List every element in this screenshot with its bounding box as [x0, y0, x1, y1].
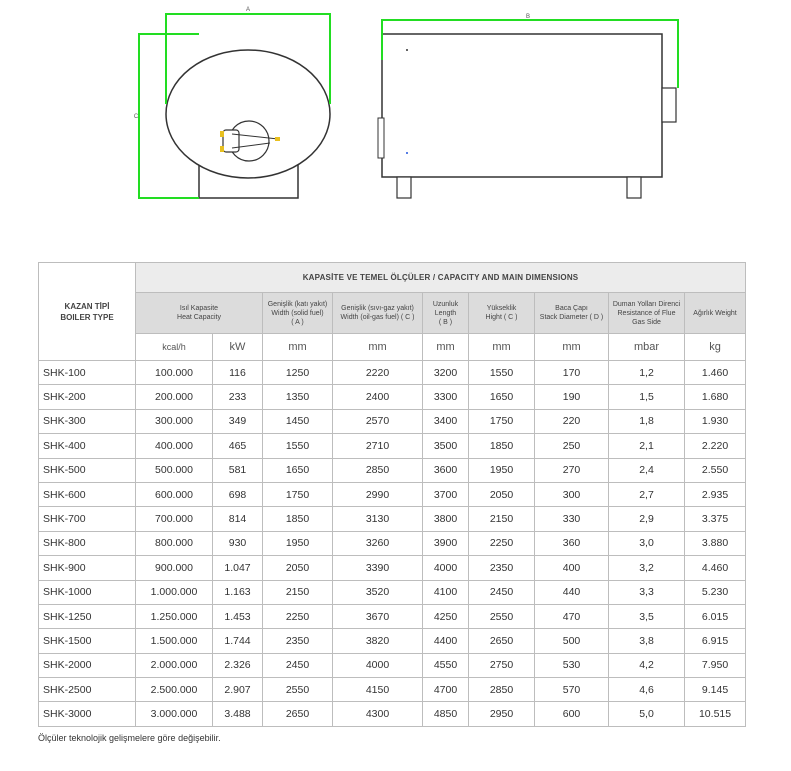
value-cell: 470 [535, 604, 609, 628]
label-c: C [133, 114, 139, 120]
column-header-line: Genişlik (katı yakıt) [267, 300, 328, 308]
column-header-line: Gas Side [632, 318, 661, 326]
column-header-line: Ağırlık Weight [693, 309, 737, 317]
column-header-6 [609, 293, 685, 334]
unit-cell: mm [423, 334, 469, 361]
value-cell: 4300 [333, 702, 423, 726]
value-cell: 116 [213, 361, 263, 385]
value-cell: 7.950 [685, 653, 746, 677]
value-cell: 3,8 [609, 629, 685, 653]
value-cell: 2,7 [609, 482, 685, 506]
column-header-line: ( A ) [291, 318, 304, 326]
value-cell: 700.000 [136, 507, 213, 531]
value-cell: 1,5 [609, 385, 685, 409]
value-cell: 6.015 [685, 604, 746, 628]
front-view [134, 7, 330, 198]
value-cell: 1,8 [609, 409, 685, 433]
value-cell: 2350 [263, 629, 333, 653]
value-cell: 233 [213, 385, 263, 409]
column-header-line: Isıl Kapasite [179, 305, 219, 312]
table-head [39, 263, 746, 361]
value-cell: 400 [535, 556, 609, 580]
value-cell: 5.230 [685, 580, 746, 604]
value-cell: 10.515 [685, 702, 746, 726]
boiler-type-cell: SHK-800 [39, 531, 136, 555]
value-cell: 1350 [263, 385, 333, 409]
burner-tip-1 [220, 131, 224, 137]
value-cell: 3.375 [685, 507, 746, 531]
value-cell: 2990 [333, 482, 423, 506]
value-cell: 9.145 [685, 678, 746, 702]
value-cell: 2,9 [609, 507, 685, 531]
value-cell: 4000 [333, 653, 423, 677]
boiler-type-cell: SHK-2000 [39, 653, 136, 677]
table-row [39, 409, 746, 433]
value-cell: 3800 [423, 507, 469, 531]
value-cell: 3,2 [609, 556, 685, 580]
unit-row [39, 334, 746, 361]
value-cell: 3,3 [609, 580, 685, 604]
value-cell: 2250 [263, 604, 333, 628]
column-header-row [39, 293, 746, 334]
column-header-7 [685, 293, 746, 334]
value-cell: 2450 [469, 580, 535, 604]
value-cell: 2550 [469, 604, 535, 628]
value-cell: 500.000 [136, 458, 213, 482]
table-row [39, 361, 746, 385]
table-row [39, 702, 746, 726]
value-cell: 4550 [423, 653, 469, 677]
label-a: A [245, 7, 251, 13]
column-header-line: Width (oil-gas fuel) ( C ) [340, 314, 415, 321]
side-leg-front [397, 177, 411, 198]
value-cell: 3820 [333, 629, 423, 653]
column-header-line: Length [434, 309, 457, 317]
value-cell: 2950 [469, 702, 535, 726]
type-header-en: BOILER TYPE [60, 312, 114, 322]
burner-mount [223, 130, 239, 152]
column-header-line: Hight ( C ) [485, 314, 518, 321]
value-cell: 1.500.000 [136, 629, 213, 653]
value-cell: 5,0 [609, 702, 685, 726]
value-cell: 570 [535, 678, 609, 702]
value-cell: 2550 [263, 678, 333, 702]
unit-cell: mbar [609, 334, 685, 361]
unit-cell: mm [333, 334, 423, 361]
value-cell: 2,4 [609, 458, 685, 482]
value-cell: 3400 [423, 409, 469, 433]
column-header-line: Duman Yolları Direnci [612, 300, 681, 308]
boiler-type-cell: SHK-900 [39, 556, 136, 580]
value-cell: 581 [213, 458, 263, 482]
table-row [39, 556, 746, 580]
value-cell: 900.000 [136, 556, 213, 580]
value-cell: 1.930 [685, 409, 746, 433]
value-cell: 1550 [263, 434, 333, 458]
boiler-type-cell: SHK-700 [39, 507, 136, 531]
side-front-door [378, 118, 384, 158]
value-cell: 4.460 [685, 556, 746, 580]
value-cell: 3520 [333, 580, 423, 604]
side-boiler-body [382, 34, 662, 177]
value-cell: 3390 [333, 556, 423, 580]
footnote: Ölçüler teknolojik gelişmelere göre değişebilir. [38, 733, 221, 743]
boiler-drawings [0, 0, 791, 250]
table-row [39, 434, 746, 458]
value-cell: 1950 [469, 458, 535, 482]
value-cell: 2650 [469, 629, 535, 653]
value-cell: 2.550 [685, 458, 746, 482]
unit-cell: mm [469, 334, 535, 361]
value-cell: 2.000.000 [136, 653, 213, 677]
value-cell: 2250 [469, 531, 535, 555]
table-row [39, 653, 746, 677]
value-cell: 4,2 [609, 653, 685, 677]
value-cell: 1650 [469, 385, 535, 409]
value-cell: 4850 [423, 702, 469, 726]
value-cell: 300.000 [136, 409, 213, 433]
boiler-type-cell: SHK-1250 [39, 604, 136, 628]
value-cell: 220 [535, 409, 609, 433]
value-cell: 100.000 [136, 361, 213, 385]
value-cell: 1.047 [213, 556, 263, 580]
value-cell: 698 [213, 482, 263, 506]
table-row [39, 531, 746, 555]
burner-tip-2 [220, 146, 224, 152]
value-cell: 1.000.000 [136, 580, 213, 604]
value-cell: 3600 [423, 458, 469, 482]
boiler-type-cell: SHK-1000 [39, 580, 136, 604]
table-row [39, 458, 746, 482]
boiler-type-cell: SHK-3000 [39, 702, 136, 726]
value-cell: 3300 [423, 385, 469, 409]
value-cell: 1750 [469, 409, 535, 433]
value-cell: 2570 [333, 409, 423, 433]
side-leg-back [627, 177, 641, 198]
value-cell: 3700 [423, 482, 469, 506]
side-flue-outlet [662, 88, 676, 122]
value-cell: 330 [535, 507, 609, 531]
boiler-type-header [39, 263, 136, 361]
value-cell: 2150 [469, 507, 535, 531]
value-cell: 2350 [469, 556, 535, 580]
column-header-line: ( B ) [438, 318, 453, 326]
value-cell: 2450 [263, 653, 333, 677]
value-cell: 465 [213, 434, 263, 458]
value-cell: 1850 [469, 434, 535, 458]
column-header-line: Uzunluk [432, 300, 459, 308]
value-cell: 1.744 [213, 629, 263, 653]
value-cell: 3.880 [685, 531, 746, 555]
value-cell: 3500 [423, 434, 469, 458]
value-cell: 500 [535, 629, 609, 653]
value-cell: 1750 [263, 482, 333, 506]
value-cell: 1950 [263, 531, 333, 555]
value-cell: 3,5 [609, 604, 685, 628]
table-row [39, 604, 746, 628]
value-cell: 270 [535, 458, 609, 482]
value-cell: 1850 [263, 507, 333, 531]
value-cell: 4400 [423, 629, 469, 653]
value-cell: 3.488 [213, 702, 263, 726]
value-cell: 200.000 [136, 385, 213, 409]
group-header: KAPASİTE VE TEMEL ÖLÇÜLER / CAPACITY AND MAIN DIMENSIONS [136, 263, 746, 293]
boiler-type-cell: SHK-400 [39, 434, 136, 458]
value-cell: 250 [535, 434, 609, 458]
value-cell: 3260 [333, 531, 423, 555]
table-row [39, 629, 746, 653]
value-cell: 4100 [423, 580, 469, 604]
value-cell: 3200 [423, 361, 469, 385]
value-cell: 600.000 [136, 482, 213, 506]
table-row [39, 580, 746, 604]
value-cell: 2710 [333, 434, 423, 458]
value-cell: 530 [535, 653, 609, 677]
column-header-line: Yükseklik [486, 305, 517, 312]
value-cell: 2750 [469, 653, 535, 677]
value-cell: 190 [535, 385, 609, 409]
table-row [39, 678, 746, 702]
type-header-tr: KAZAN TİPİ [64, 301, 110, 311]
value-cell: 600 [535, 702, 609, 726]
value-cell: 4000 [423, 556, 469, 580]
value-cell: 3.000.000 [136, 702, 213, 726]
column-header-line: Resistance of Flue [617, 309, 676, 317]
column-header-3 [423, 293, 469, 334]
reference-dot-1 [406, 49, 408, 51]
reference-dot-2 [406, 152, 408, 154]
table-row [39, 385, 746, 409]
value-cell: 1,2 [609, 361, 685, 385]
value-cell: 400.000 [136, 434, 213, 458]
value-cell: 4250 [423, 604, 469, 628]
value-cell: 440 [535, 580, 609, 604]
value-cell: 930 [213, 531, 263, 555]
value-cell: 2.220 [685, 434, 746, 458]
table-body [39, 361, 746, 727]
value-cell: 360 [535, 531, 609, 555]
value-cell: 2220 [333, 361, 423, 385]
value-cell: 814 [213, 507, 263, 531]
column-header-4 [469, 293, 535, 334]
column-header-1 [263, 293, 333, 334]
unit-cell: kW [213, 334, 263, 361]
value-cell: 1.250.000 [136, 604, 213, 628]
value-cell: 2050 [469, 482, 535, 506]
boiler-type-cell: SHK-500 [39, 458, 136, 482]
value-cell: 2,1 [609, 434, 685, 458]
value-cell: 1.460 [685, 361, 746, 385]
column-header-line: Stack Diameter ( D ) [539, 314, 604, 321]
column-header-line: Heat Capacity [177, 314, 221, 321]
value-cell: 2650 [263, 702, 333, 726]
value-cell: 2850 [469, 678, 535, 702]
value-cell: 2400 [333, 385, 423, 409]
side-view [378, 14, 678, 198]
unit-cell: kg [685, 334, 746, 361]
value-cell: 800.000 [136, 531, 213, 555]
table-row [39, 482, 746, 506]
value-cell: 4,6 [609, 678, 685, 702]
column-header-line: Width (solid fuel) [271, 309, 324, 317]
value-cell: 2.907 [213, 678, 263, 702]
burner-tip-3 [275, 137, 280, 141]
boiler-type-cell: SHK-200 [39, 385, 136, 409]
value-cell: 2.500.000 [136, 678, 213, 702]
value-cell: 1450 [263, 409, 333, 433]
value-cell: 1.453 [213, 604, 263, 628]
boiler-type-cell: SHK-600 [39, 482, 136, 506]
value-cell: 4700 [423, 678, 469, 702]
value-cell: 1.163 [213, 580, 263, 604]
value-cell: 4150 [333, 678, 423, 702]
value-cell: 1650 [263, 458, 333, 482]
boiler-type-cell: SHK-300 [39, 409, 136, 433]
label-b: B [525, 14, 531, 20]
value-cell: 6.915 [685, 629, 746, 653]
value-cell: 1250 [263, 361, 333, 385]
value-cell: 2050 [263, 556, 333, 580]
value-cell: 2.935 [685, 482, 746, 506]
value-cell: 2850 [333, 458, 423, 482]
column-header-line: Genişlik (sıvı-gaz yakıt) [341, 305, 414, 312]
capacity-dimensions-table [38, 262, 746, 727]
table-row [39, 507, 746, 531]
unit-cell: mm [263, 334, 333, 361]
value-cell: 2150 [263, 580, 333, 604]
unit-cell: mm [535, 334, 609, 361]
value-cell: 3,0 [609, 531, 685, 555]
value-cell: 3670 [333, 604, 423, 628]
unit-cell: kcal/h [136, 334, 213, 361]
column-header-5 [535, 293, 609, 334]
value-cell: 170 [535, 361, 609, 385]
value-cell: 3130 [333, 507, 423, 531]
column-header-line: Baca Çapı [555, 305, 588, 312]
boiler-type-cell: SHK-1500 [39, 629, 136, 653]
boiler-type-cell: SHK-2500 [39, 678, 136, 702]
value-cell: 2.326 [213, 653, 263, 677]
column-header-0 [136, 293, 263, 334]
value-cell: 300 [535, 482, 609, 506]
value-cell: 1.680 [685, 385, 746, 409]
column-header-2 [333, 293, 423, 334]
value-cell: 1550 [469, 361, 535, 385]
value-cell: 3900 [423, 531, 469, 555]
value-cell: 349 [213, 409, 263, 433]
boiler-type-cell: SHK-100 [39, 361, 136, 385]
